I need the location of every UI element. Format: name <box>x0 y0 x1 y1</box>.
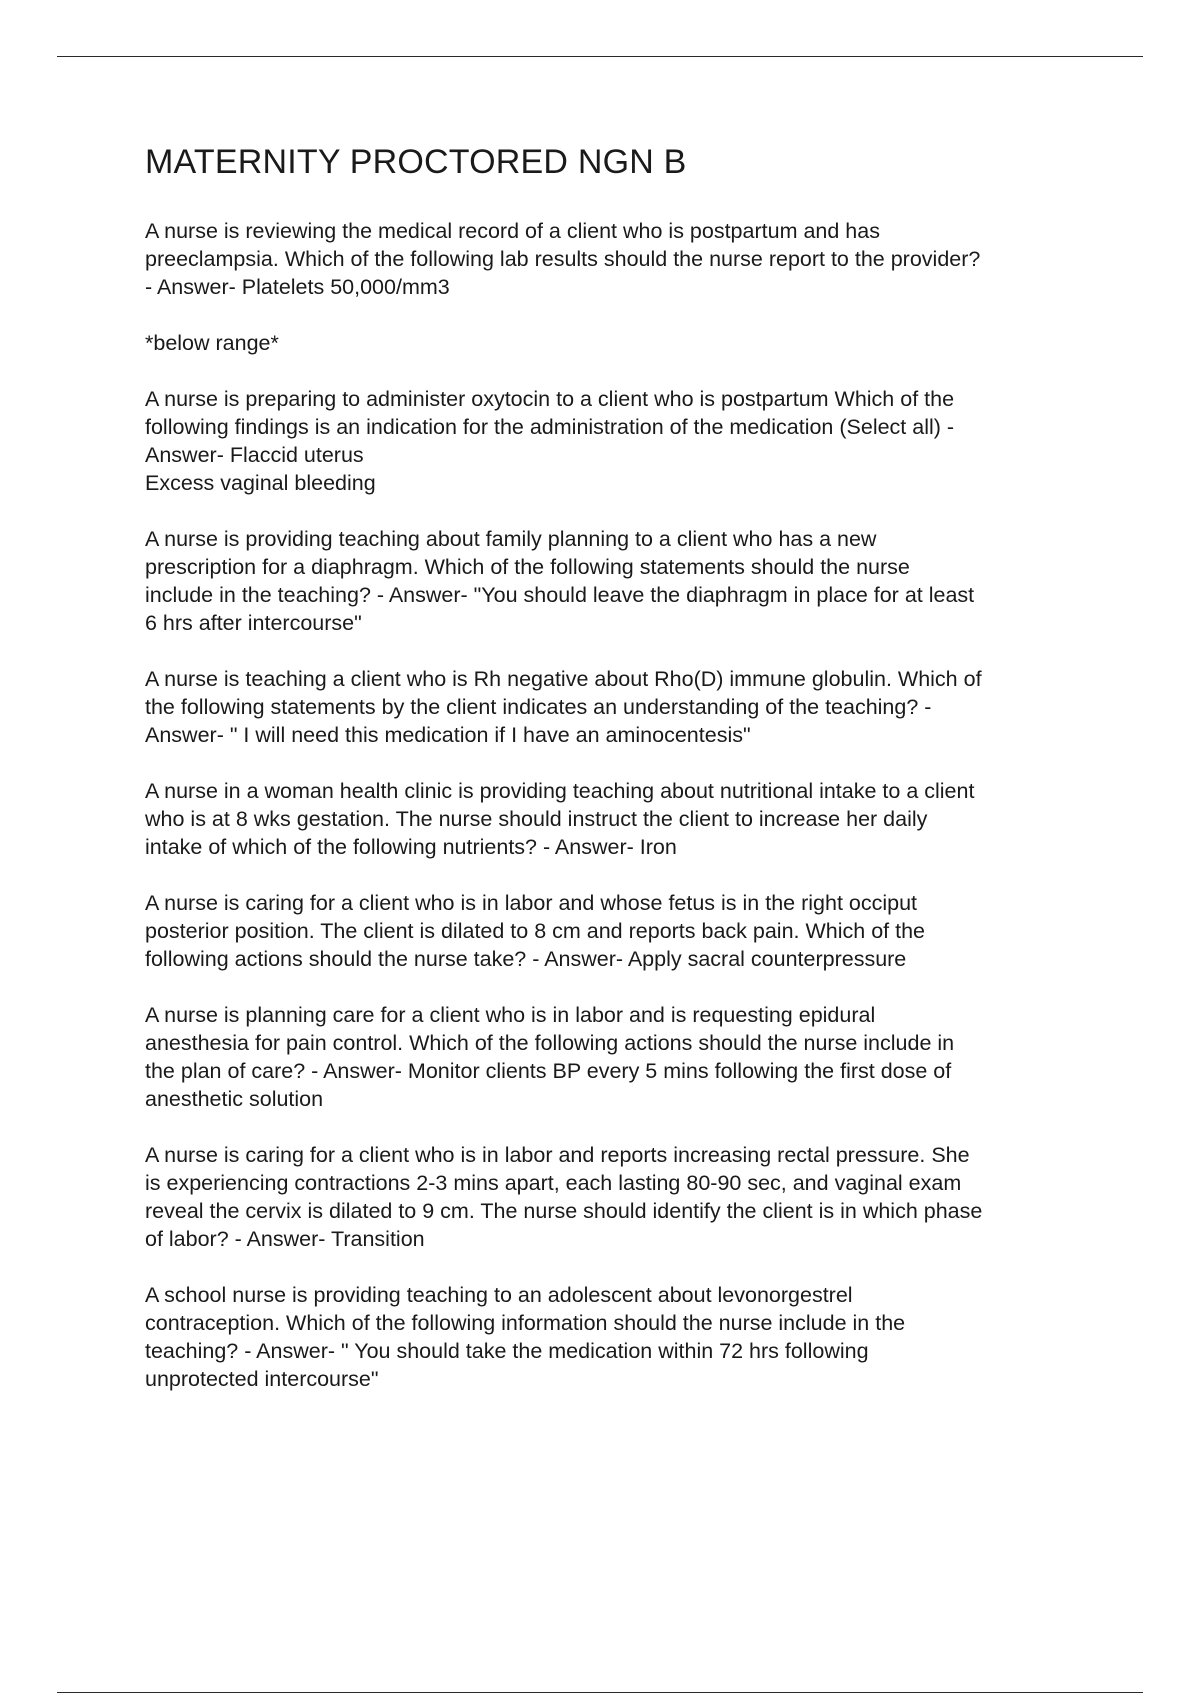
text-block: A nurse is planning care for a client who is in labor and is requesting epidural anesthesia for pain control. Which of the following actions should the nurse include in the plan of care? - Answer- Monitor clients BP every 5 mins following the first dose of anesthetic solution <box>145 1003 955 1111</box>
text-block: A nurse is preparing to administer oxytocin to a client who is postpartum Which of the following findings is an indication for the administration of the medication (Select all) - Answer- Flaccid uterus Excess vaginal bleeding <box>145 387 955 495</box>
text-block: *below range* <box>145 331 279 355</box>
text-block: A school nurse is providing teaching to an adolescent about levonorgestrel contraception. Which of the following information should the nurse include in the teaching? - Answer- " You should take the medication within 72 hrs following unprotected intercourse" <box>145 1283 906 1391</box>
text-block: A nurse in a woman health clinic is providing teaching about nutritional intake to a client who is at 8 wks gestation. The nurse should instruct the client to increase her daily intake of which of the following nutrients? - Answer- Iron <box>145 779 975 859</box>
text-block: A nurse is reviewing the medical record of a client who is postpartum and has preeclampsia. Which of the following lab results should the nurse report to the provider? - Answer- Platelets 50,000/mm3 <box>145 219 981 299</box>
document-body <box>145 140 1105 1421</box>
top-divider <box>57 56 1143 57</box>
bottom-divider <box>57 1692 1143 1693</box>
page-title: MATERNITY PROCTORED NGN B <box>145 143 687 181</box>
text-block: A nurse is caring for a client who is in labor and whose fetus is in the right occiput posterior position. The client is dilated to 8 cm and reports back pain. Which of the following actions should the nurse take? - Answer- Apply sacral counterpressure <box>145 891 925 971</box>
text-block: A nurse is providing teaching about family planning to a client who has a new prescription for a diaphragm. Which of the following statements should the nurse include in the teaching? - Answer- "You should leave the diaphragm in place for at least 6 hrs after intercourse" <box>145 527 975 635</box>
text-block: A nurse is caring for a client who is in labor and reports increasing rectal pressure. She is experiencing contractions 2-3 mins apart, each lasting 80-90 sec, and vaginal exam reveal the cervix is dilated to 9 cm. The nurse should identify the client is in which phase of labor? - Answer- Transition <box>145 1143 983 1251</box>
text-block: A nurse is teaching a client who is Rh negative about Rho(D) immune globulin. Which of the following statements by the client indicates an understanding of the teaching? - Answer- " I will need this medication if I have an aminocentesis" <box>145 667 982 747</box>
